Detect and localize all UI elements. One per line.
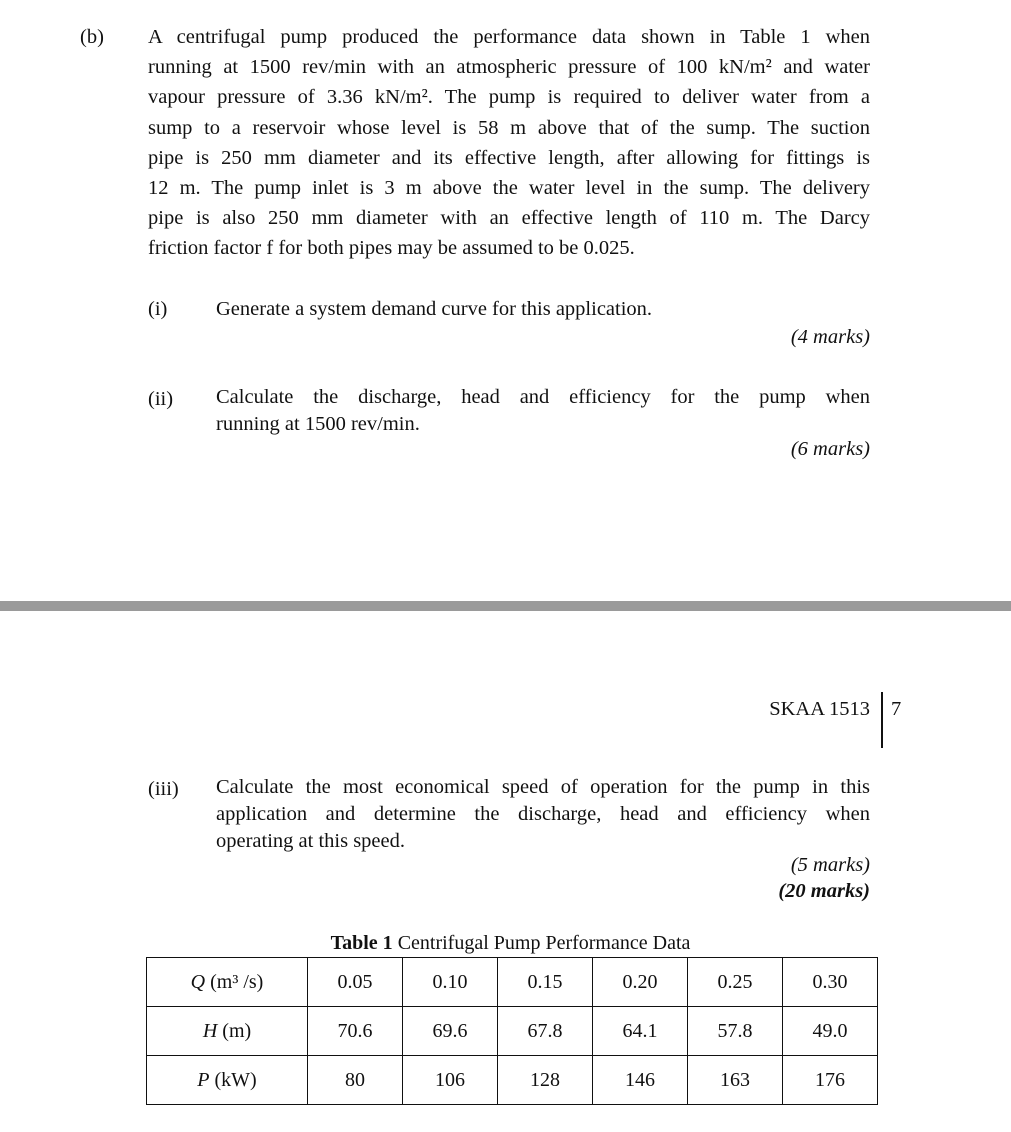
table-cell: 0.30 xyxy=(783,958,878,1007)
course-code: SKAA 1513 xyxy=(769,698,870,720)
q3-line: operating at this speed. xyxy=(216,830,406,852)
symbol: H xyxy=(202,1019,218,1042)
table-cell: 0.25 xyxy=(688,958,783,1007)
paragraph-line: sump to a reservoir whose level is 58 m above that of the sump. The suction xyxy=(148,116,870,139)
table-cell: 176 xyxy=(783,1056,878,1105)
q2-marks: (6 marks) xyxy=(790,438,870,460)
q1-text: Generate a system demand curve for this application. xyxy=(216,298,653,320)
paragraph-line: running at 1500 rev/min with an atmospheric pressure of 100 kN/m² and water xyxy=(148,56,870,79)
row-header-p xyxy=(147,1056,308,1105)
part-b-label: (b) xyxy=(80,26,104,48)
table-cell: 49.0 xyxy=(783,1007,878,1056)
paragraph-line: vapour pressure of 3.36 kN/m². The pump is required to deliver water from a xyxy=(148,86,870,109)
symbol: P xyxy=(197,1068,210,1091)
paragraph-line: 12 m. The pump inlet is 3 m above the water level in the sump. The delivery xyxy=(148,177,870,200)
q3-label: (iii) xyxy=(148,778,179,800)
q2-text xyxy=(216,384,870,438)
q3-line: Calculate the most economical speed of operation for the pump in this xyxy=(216,776,870,798)
paragraph-line: A centrifugal pump produced the performance data shown in Table 1 when xyxy=(148,26,870,48)
table-row xyxy=(147,1056,878,1105)
table-caption-title: Centrifugal Pump Performance Data xyxy=(397,932,691,954)
performance-table xyxy=(146,957,878,1105)
table-cell: 0.20 xyxy=(593,958,688,1007)
q3-text xyxy=(216,774,870,855)
table-cell: 80 xyxy=(308,1056,403,1105)
page-divider xyxy=(0,601,1011,611)
q2-line: Calculate the discharge, head and efficiency for the pump when xyxy=(216,386,870,408)
table-caption xyxy=(0,932,1011,955)
paragraph-line: pipe is also 250 mm diameter with an effective length of 110 m. The Darcy xyxy=(148,207,870,230)
table-cell: 69.6 xyxy=(403,1007,498,1056)
table-caption-label: Table 1 xyxy=(330,932,393,954)
table-cell: 57.8 xyxy=(688,1007,783,1056)
table-cell: 163 xyxy=(688,1056,783,1105)
unit: (kW) xyxy=(209,1068,257,1091)
unit: (m³ /s) xyxy=(205,970,264,993)
table-cell: 128 xyxy=(498,1056,593,1105)
total-marks: (20 marks) xyxy=(778,880,870,902)
table-cell: 0.15 xyxy=(498,958,593,1007)
q3-line: application and determine the discharge, head and efficiency when xyxy=(216,803,870,825)
symbol: Q xyxy=(190,970,206,993)
table-cell: 64.1 xyxy=(593,1007,688,1056)
q2-label: (ii) xyxy=(148,388,174,410)
unit: (m) xyxy=(217,1019,252,1042)
q2-line: running at 1500 rev/min. xyxy=(216,413,420,435)
row-header-q xyxy=(147,958,308,1007)
q3-marks: (5 marks) xyxy=(790,854,870,876)
q1-marks: (4 marks) xyxy=(790,326,870,348)
paragraph-line: friction factor f for both pipes may be assumed to be 0.025. xyxy=(148,237,635,260)
row-header-h xyxy=(147,1007,308,1056)
part-b-paragraph xyxy=(148,22,870,264)
table-row xyxy=(147,958,878,1007)
table-cell: 70.6 xyxy=(308,1007,403,1056)
table-row xyxy=(147,1007,878,1056)
table-cell: 67.8 xyxy=(498,1007,593,1056)
page-number-divider xyxy=(881,692,883,748)
table-cell: 0.05 xyxy=(308,958,403,1007)
table-cell: 0.10 xyxy=(403,958,498,1007)
table-cell: 146 xyxy=(593,1056,688,1105)
q1-label: (i) xyxy=(148,298,168,320)
table-cell: 106 xyxy=(403,1056,498,1105)
paragraph-line: pipe is 250 mm diameter and its effective length, after allowing for fittings is xyxy=(148,146,870,169)
page-number: 7 xyxy=(891,698,902,720)
